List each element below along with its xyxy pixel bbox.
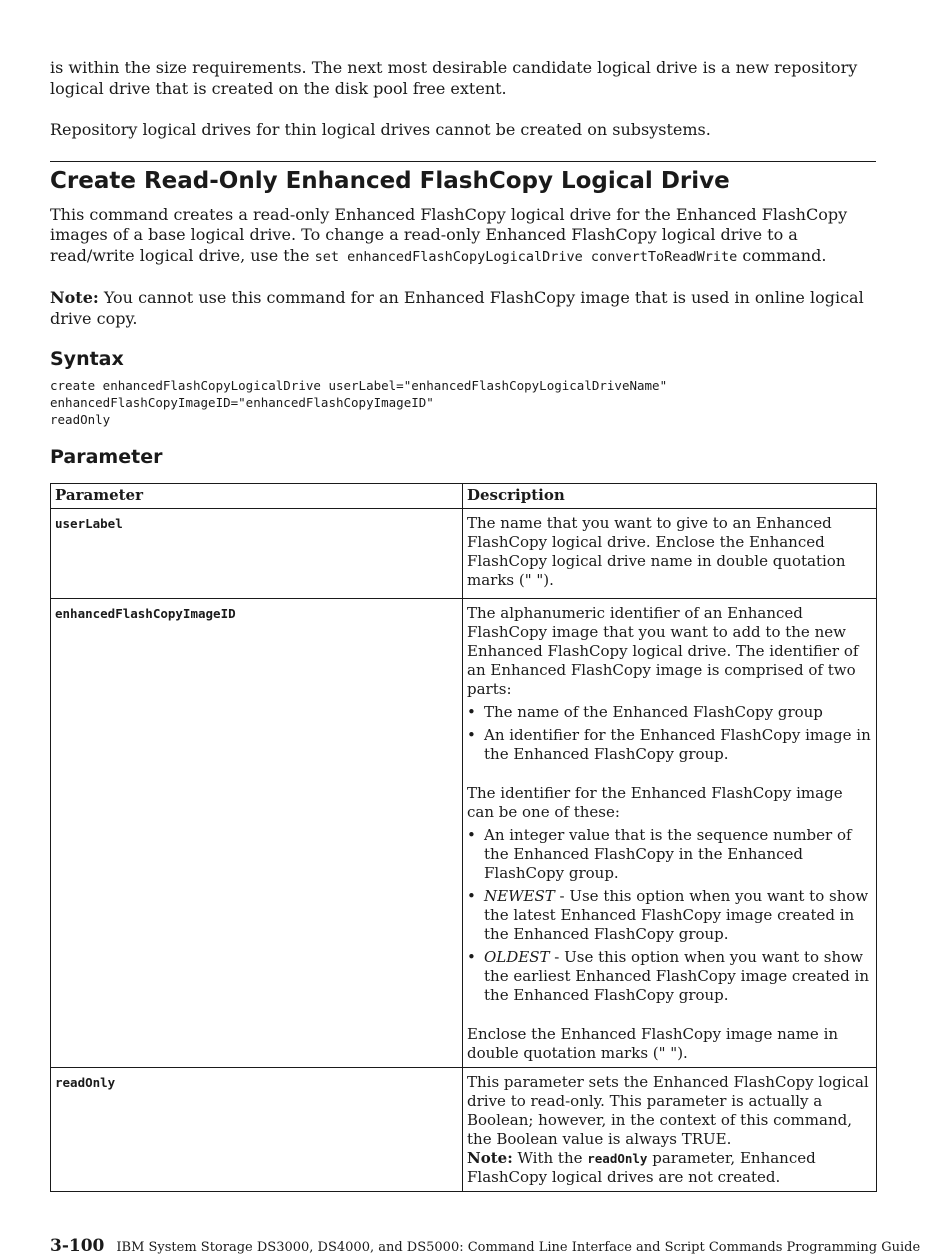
- table-row: [51, 1068, 877, 1192]
- list-item: • The name of the Enhanced FlashCopy group: [484, 703, 872, 722]
- param-name-userlabel: userLabel: [51, 509, 463, 599]
- syntax-code-block: [50, 377, 876, 428]
- readonly-note-label: Note:: [467, 1149, 513, 1167]
- column-header-parameter: Parameter: [51, 484, 463, 509]
- option-newest-term: NEWEST: [484, 887, 555, 905]
- spacer: [467, 768, 872, 784]
- document-page: [50, 58, 876, 1192]
- imageid-enclose-note: Enclose the Enhanced FlashCopy image name in double quotation marks (" ").: [467, 1025, 839, 1062]
- section-note: [50, 288, 876, 329]
- option-oldest-text: - Use this option when you want to show the earliest Enhanced FlashCopy image created in the Enhanced FlashCopy group.: [484, 948, 870, 1004]
- syntax-line-3: readOnly: [50, 412, 111, 427]
- column-header-description: Description: [463, 484, 877, 509]
- footer-title: IBM System Storage DS3000, DS4000, and DS5000: Command Line Interface and Script Commands Programming Guide: [116, 1240, 921, 1255]
- option-oldest-term: OLDEST: [484, 948, 550, 966]
- imageid-options-intro: The identifier for the Enhanced FlashCopy image can be one of these:: [467, 784, 843, 821]
- readonly-note: [467, 1149, 872, 1187]
- page-number: 3-100: [50, 1236, 105, 1256]
- list-item: [484, 948, 872, 1005]
- table-row: [51, 509, 877, 599]
- description-text-before: This command creates a read-only Enhanced FlashCopy logical drive for the Enhanced FlashCopy images of a base logical drive. To change a read-only Enhanced FlashCopy logical drive to a read/write logical drive, use the: [50, 204, 848, 265]
- spacer: [467, 1009, 872, 1025]
- list-item: [484, 887, 872, 944]
- readonly-note-code: readOnly: [587, 1151, 648, 1166]
- intro-paragraph-2: Repository logical drives for thin logical drives cannot be created on subsystems.: [50, 120, 711, 139]
- note-text: You cannot use this command for an Enhanced FlashCopy image that is used in online logical drive copy.: [50, 288, 864, 328]
- table-header-row: [51, 484, 877, 509]
- syntax-heading: Syntax: [50, 348, 124, 370]
- param-name-readonly: readOnly: [51, 1068, 463, 1192]
- param-desc-imageid: [463, 599, 877, 1068]
- option-newest-text: - Use this option when you want to show the latest Enhanced FlashCopy image created in the Enhanced FlashCopy group.: [484, 887, 869, 943]
- imageid-parts-list: [467, 703, 872, 764]
- readonly-note-before: With the: [512, 1149, 588, 1167]
- section-description: [50, 205, 876, 268]
- imageid-description-intro: The alphanumeric identifier of an Enhanced FlashCopy image that you want to add to the new Enhanced FlashCopy logical drive. The identifier of an Enhanced FlashCopy image is comprised of two parts:: [467, 604, 859, 698]
- section-title: Create Read-Only Enhanced FlashCopy Logical Drive: [50, 167, 730, 194]
- param-name-imageid: enhancedFlashCopyImageID: [51, 599, 463, 1068]
- intro-paragraph-1: is within the size requirements. The next most desirable candidate logical drive is a new repository logical drive that is created on the disk pool free extent.: [50, 58, 858, 98]
- page-footer: [50, 1236, 920, 1256]
- description-command-code: set enhancedFlashCopyLogicalDrive convertToReadWrite: [314, 248, 738, 265]
- list-item: • An integer value that is the sequence number of the Enhanced FlashCopy in the Enhanced FlashCopy group.: [484, 826, 872, 883]
- syntax-line-2: enhancedFlashCopyImageID="enhancedFlashCopyImageID": [50, 395, 434, 410]
- readonly-description: This parameter sets the Enhanced FlashCopy logical drive to read-only. This parameter is actually a Boolean; however, in the context of this command, the Boolean value is always TRUE.: [467, 1073, 869, 1148]
- param-desc-userlabel: [463, 509, 877, 599]
- list-item: • An identifier for the Enhanced FlashCopy image in the Enhanced FlashCopy group.: [484, 726, 872, 764]
- description-text-after: command.: [737, 245, 827, 265]
- param-desc-readonly: [463, 1068, 877, 1192]
- section-divider: [50, 161, 876, 162]
- syntax-line-1: create enhancedFlashCopyLogicalDrive userLabel="enhancedFlashCopyLogicalDriveName": [50, 378, 668, 393]
- readonly-note-after: parameter, Enhanced FlashCopy logical drives are not created.: [467, 1149, 816, 1186]
- imageid-options-list: [467, 826, 872, 1005]
- table-row: [51, 599, 877, 1068]
- parameter-table: [50, 483, 877, 1192]
- note-label: Note:: [50, 288, 99, 307]
- userlabel-description: The name that you want to give to an Enhanced FlashCopy logical drive. Enclose the Enhanced FlashCopy logical drive name in double quotation marks (" ").: [467, 514, 846, 589]
- parameter-heading: Parameter: [50, 446, 163, 468]
